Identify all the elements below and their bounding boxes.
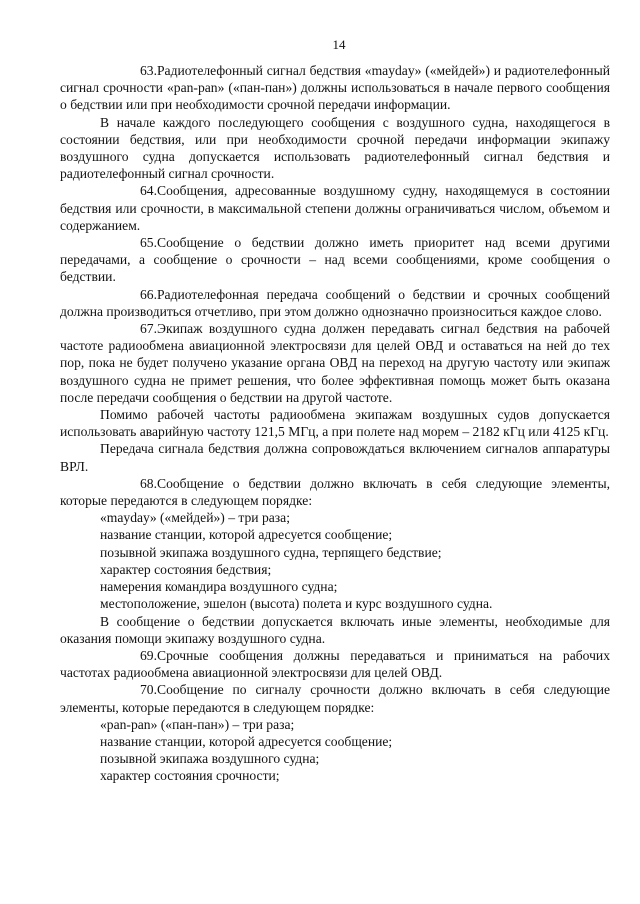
list-item: позывной экипажа воздушного судна; bbox=[100, 751, 320, 767]
list-item: «mayday» («мейдей») – три раза; bbox=[100, 510, 290, 526]
paragraph-text: Передача сигнала бедствия должна сопровождаться включением сигналов аппаратуры ВРЛ. bbox=[60, 441, 610, 474]
paragraph-text: Сообщение о бедствии должно иметь приоритет над всеми другими передачами, а сообщение о срочности – над всеми сообщениями, кроме сообщения о бедствии. bbox=[60, 235, 610, 285]
paragraph-67 bbox=[60, 320, 610, 406]
item-number: 70. bbox=[140, 682, 157, 698]
paragraph-64 bbox=[60, 182, 610, 234]
paragraph-68 bbox=[60, 475, 610, 509]
paragraph-text: Радиотелефонная передача сообщений о бедствии и срочных сообщений должна производиться отчетливо, при этом должно однозначно произноситься каждое слово. bbox=[60, 286, 610, 319]
paragraph-text: Помимо рабочей частоты радиообмена экипажам воздушных судов допускается использовать аварийную частоту 121,5 МГц, а при полете над морем – 2182 кГц или 4125 кГц. bbox=[60, 407, 610, 440]
page-number: 14 bbox=[332, 37, 346, 52]
paragraph-63 bbox=[60, 62, 610, 114]
list-item: название станции, которой адресуется сообщение; bbox=[100, 527, 393, 543]
item-number: 68. bbox=[140, 475, 157, 491]
list-item: характер состояния бедствия; bbox=[100, 561, 272, 577]
item-number: 64. bbox=[140, 183, 157, 199]
paragraph-67-frequencies bbox=[60, 406, 610, 440]
paragraph-text: Экипаж воздушного судна должен передавать сигнал бедствия на рабочей частоте радиообмена авиационной электросвязи для целей ОВД и оставаться на ней до тех пор, пока не будет получено указание органа ОВД на переход на другую частоту или экипаж воздушного судна не примет решения, что более эффективная помощь может быть оказана после передачи сообщения о бедствии на другой частоте. bbox=[60, 321, 610, 405]
list-item: характер состояния срочности; bbox=[100, 768, 280, 784]
list-item: «pan-pan» («пан-пан») – три раза; bbox=[100, 716, 295, 732]
paragraph-text: Сообщения, адресованные воздушному судну, находящемуся в состоянии бедствия или срочности, в максимальной степени должны ограничиваться числом, объемом и содержанием. bbox=[60, 183, 610, 233]
paragraph-65 bbox=[60, 234, 610, 286]
paragraph-text: Радиотелефонный сигнал бедствия «mayday» («мейдей») и радиотелефонный сигнал срочности «pan-pan» («пан-пан») должны использоваться в начале первого сообщения о бедствии или при необходимости срочной передачи информации. bbox=[60, 63, 610, 113]
paragraph-text: Сообщение о бедствии должно включать в себя следующие элементы, которые передаются в следующем порядке: bbox=[60, 475, 610, 509]
item-number: 65. bbox=[140, 235, 157, 251]
paragraph-66 bbox=[60, 286, 610, 320]
paragraph-63-continued bbox=[60, 114, 610, 183]
paragraph-69 bbox=[60, 647, 610, 681]
paragraph-68-note bbox=[60, 613, 610, 647]
item-number: 63. bbox=[140, 63, 157, 78]
paragraph-70 bbox=[60, 681, 610, 715]
paragraph-text: Сообщение по сигналу срочности должно включать в себя следующие элементы, которые передаются в следующем порядке: bbox=[60, 682, 610, 715]
item-number: 69. bbox=[140, 647, 157, 663]
list-item: название станции, которой адресуется сообщение; bbox=[100, 733, 393, 749]
item-number: 66. bbox=[140, 286, 157, 302]
list-item: местоположение, эшелон (высота) полета и курс воздушного судна. bbox=[100, 596, 493, 612]
list-item: намерения командира воздушного судна; bbox=[100, 579, 338, 595]
paragraph-text: В сообщение о бедствии допускается включать иные элементы, необходимые для оказания помощи экипажу воздушного судна. bbox=[60, 613, 610, 646]
item-number: 67. bbox=[140, 321, 157, 337]
document-body bbox=[60, 62, 610, 785]
paragraph-text: Срочные сообщения должны передаваться и приниматься на рабочих частотах радиообмена авиационной электросвязи для целей ОВД. bbox=[60, 647, 610, 681]
paragraph-67-vrl bbox=[60, 440, 610, 474]
paragraph-text: В начале каждого последующего сообщения с воздушного судна, находящегося в состоянии бедствия, или при необходимости срочной передачи информации экипажу воздушного судна допускается использовать радиотелефонный сигнал бедствия и радиотелефонный сигнал срочности. bbox=[60, 114, 610, 182]
list-item: позывной экипажа воздушного судна, терпящего бедствие; bbox=[100, 544, 442, 560]
